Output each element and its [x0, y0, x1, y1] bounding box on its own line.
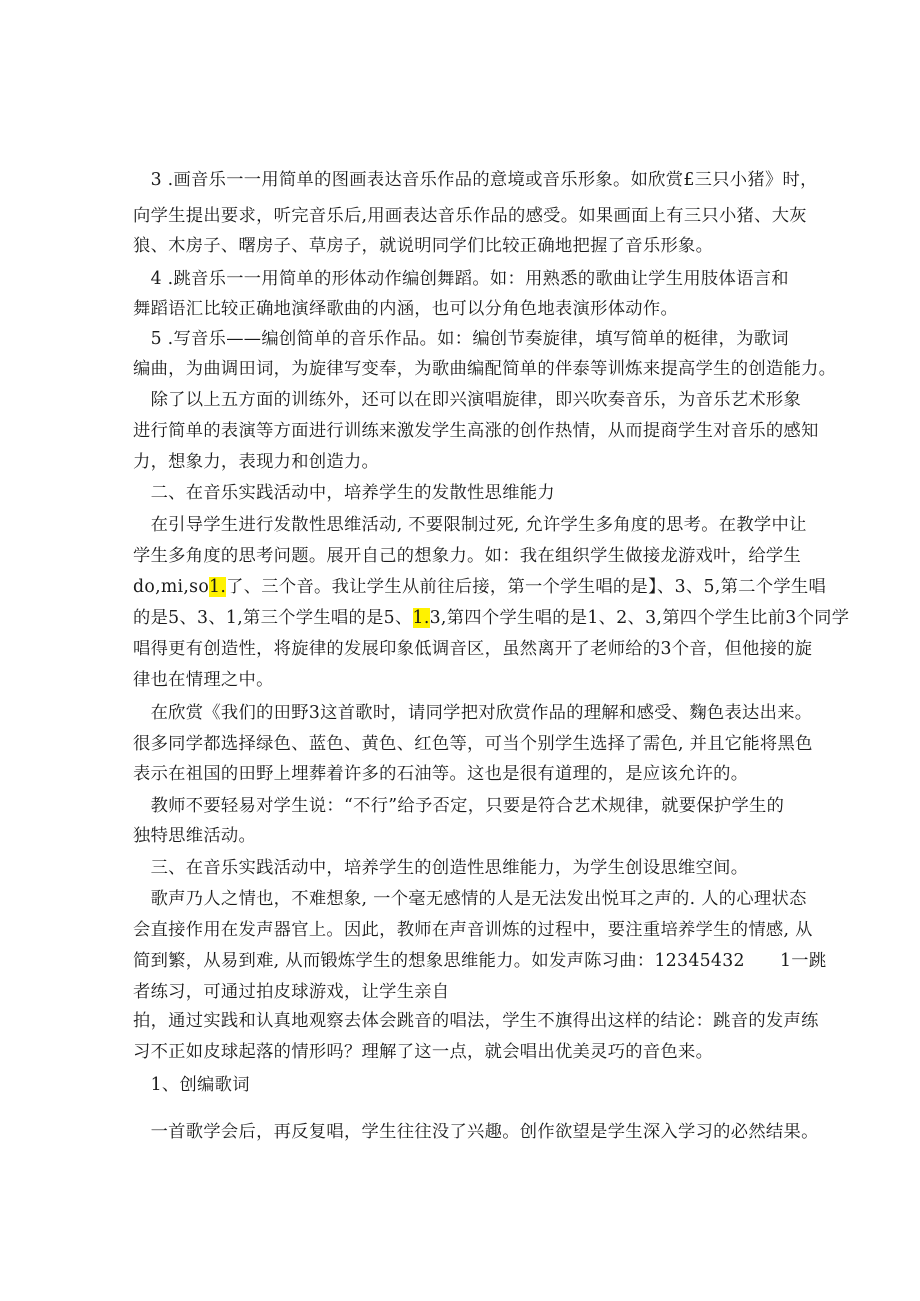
text-line: [133, 169, 818, 191]
text-segment: 教师不要轻易对学生说：“不行”给予否定，只要是符合艺术规律，就要保护学生的: [133, 796, 785, 816]
text-segment: 的是5、3、1,第三个学生唱的是5、: [133, 608, 413, 628]
text-line: [133, 576, 826, 598]
text-line: [133, 205, 807, 227]
text-segment: 习不正如皮球起落的情形吗？理解了这一点，就会唱出优美灵巧的音色来。: [133, 1042, 714, 1062]
text-segment: 5 .写音乐——编创简单的音乐作品。如：编创节奏旋律，填写简单的梃律，为歌词: [133, 329, 789, 349]
text-line: [133, 358, 836, 380]
text-line: [133, 514, 807, 536]
text-segment: 一首歌学会后，再反复唱，学生往往没了兴趣。创作欲望是学生深入学习的必然结果。: [133, 1122, 819, 1142]
text-segment: do,mi,so: [133, 577, 210, 597]
text-segment: 3 .画音乐一一用简单的图画表达音乐作品的意境或音乐形象。如欣赏£三只小猪》时，: [133, 170, 818, 190]
text-line: [133, 857, 748, 879]
text-segment: 二、在音乐实践活动中，培养学生的发散性思维能力: [133, 483, 555, 503]
text-line: [133, 981, 449, 1003]
text-segment: 了、三个音。我让学生从前往后接，第一个学生唱的是】、3、5,第二个学生唱: [226, 577, 827, 597]
text-line: [133, 888, 807, 910]
text-segment: 表示在祖国的田野上埋葬着许多的石油等。这也是很有道理的，是应该允许的。: [133, 764, 749, 784]
text-segment: 进行简单的表演等方面进行训练来激发学生高涨的创作热情，从而提商学生对音乐的感知: [133, 421, 819, 441]
text-line: [133, 268, 789, 290]
text-segment: 者练习，可通过拍皮球游戏，让学生亲自: [133, 982, 450, 1002]
text-segment: 学生多角度的思考问题。展开自己的想象力。如：我在组织学生做接龙游戏叶，给学生: [133, 546, 802, 566]
text-segment: 力，想象力，表现力和创造力。: [133, 452, 380, 472]
text-line: [133, 482, 555, 504]
text-line: [133, 669, 274, 691]
text-line: [133, 795, 784, 817]
text-segment: 在引导学生进行发散性思维活动, 不要限制过死, 允许学生多角度的思考。在教学中让: [133, 515, 807, 535]
text-line: [133, 1041, 713, 1063]
text-segment: 律也在情理之中。: [133, 670, 274, 690]
text-segment: 在欣赏《我们的田野3这首歌时，请同学把对欣赏作品的理解和感受、麴色表达出来。: [133, 703, 813, 723]
text-line: [133, 763, 748, 785]
text-segment: 简到繁，从易到难, 从而锻炼学生的想象思维能力。如发声陈习曲：12345432 1一跳: [133, 951, 827, 971]
text-line: [133, 389, 801, 411]
text-segment: 很多同学都选择绿色、蓝色、黄色、红色等，可当个别学生选择了需色, 并且它能将黑色: [133, 734, 813, 754]
text-line: [133, 950, 826, 972]
text-segment: 4 .跳音乐一一用简单的形体动作编创舞蹈。如：用熟悉的歌曲让学生用肢体语言和: [133, 269, 789, 289]
text-line: [133, 451, 379, 473]
text-segment: 独特思维活动。: [133, 826, 257, 846]
text-line: [133, 1010, 819, 1032]
text-segment: 歌声乃人之情也，不难想象, 一个毫无感情的人是无法发出悦耳之声的. 人的心理状态: [133, 889, 807, 909]
text-line: [133, 825, 256, 847]
text-line: [133, 733, 813, 755]
text-line: [133, 328, 789, 350]
text-segment: 舞蹈语汇比较正确地演绎歌曲的内涵，也可以分角色地表演形体动作。: [133, 299, 679, 319]
text-segment: 编曲，为曲调田词，为旋律写变奉，为歌曲编配简单的伴泰等训炼来提高学生的创造能力。: [133, 359, 837, 379]
text-line: [133, 298, 678, 320]
text-segment: 狼、木房子、曙房子、草房子，就说明同学们比较正确地把握了音乐形象。: [133, 236, 714, 256]
text-segment: 三、在音乐实践活动中，培养学生的创造性思维能力，为学生创设思维空间。: [133, 858, 749, 878]
text-line: [133, 1074, 250, 1096]
highlighted-text: 1.: [209, 577, 227, 597]
text-segment: 拍，通过实践和认真地观察去体会跳音的唱法，学生不旗得出这样的结论：跳音的发声练: [133, 1011, 819, 1031]
text-segment: 向学生提出要求，听完音乐后,用画表达音乐作品的感受。如果画面上有三只小猪、大灰: [133, 206, 807, 226]
text-line: [133, 1121, 819, 1143]
text-line: [133, 702, 812, 724]
text-segment: 唱得更有创造性，将旋律的发展印象低调音区，虽然离开了老师给的3个音，但他接的旋: [133, 639, 813, 659]
highlighted-text: 1.: [412, 608, 430, 628]
text-line: [133, 545, 801, 567]
text-segment: 除了以上五方面的训练外，还可以在即兴演唱旋律，即兴吹奏音乐，为音乐艺术形象: [133, 390, 802, 410]
text-line: [133, 420, 819, 442]
text-segment: 3,第四个学生唱的是1、2、3,第四个学生比前3个同学: [429, 608, 850, 628]
text-line: [133, 919, 813, 941]
text-line: [133, 235, 713, 257]
text-line: [133, 638, 812, 660]
text-segment: 1、创编歌词: [133, 1075, 250, 1095]
text-segment: 会直接作用在发声器官上。因此，教师在声音训炼的过程中，要注重培养学生的情感, 从: [133, 920, 813, 940]
text-line: [133, 607, 849, 629]
